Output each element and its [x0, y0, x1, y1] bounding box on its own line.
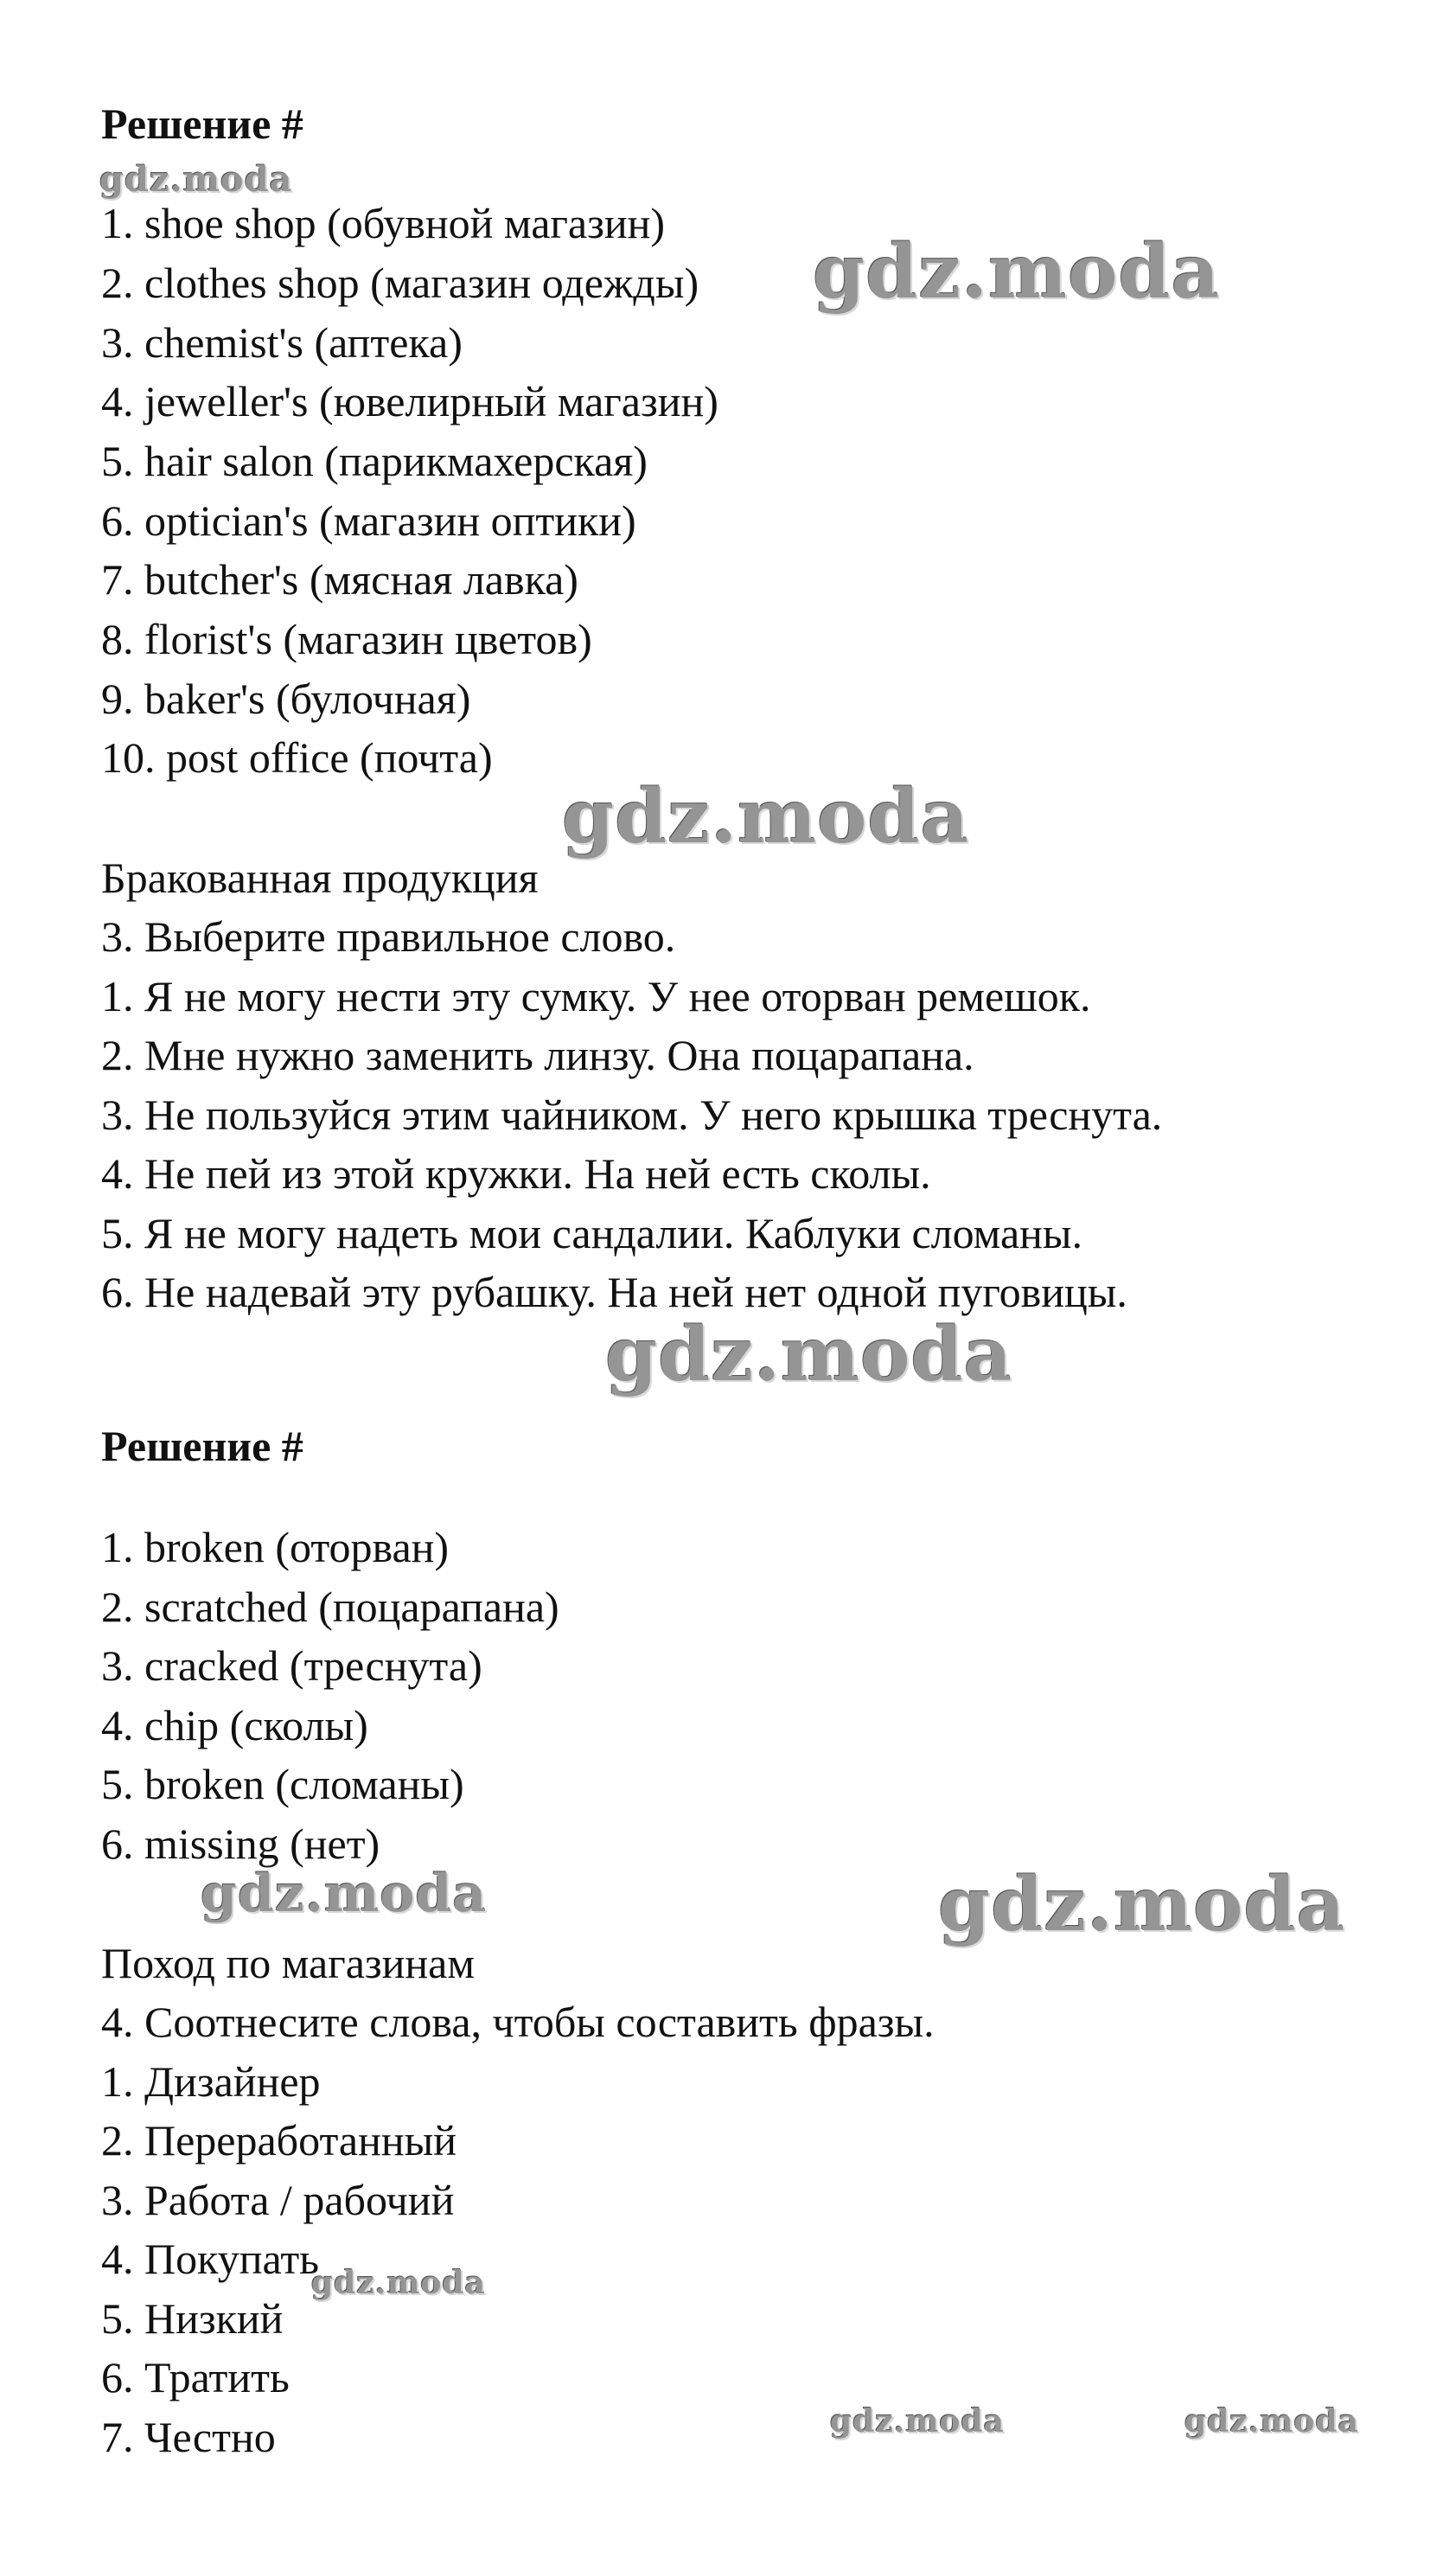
watermark: gdz.moda — [938, 1861, 1346, 1948]
list-item: 1. Я не могу нести эту сумку. У нее оторван ремешок. — [101, 972, 1091, 1020]
watermark: gdz.moda — [201, 1864, 488, 1924]
list-item: 3. Не пользуйся этим чайником. У него крышка треснута. — [101, 1090, 1163, 1139]
watermark: gdz.moda — [813, 228, 1221, 316]
section-title: Бракованная продукция — [101, 854, 539, 902]
watermark: gdz.moda — [562, 773, 970, 860]
list-item: 4. Не пей из этой кружки. На ней есть сколы. — [101, 1149, 931, 1198]
list-item: 6. Не надевай эту рубашку. На ней нет одной пуговицы. — [101, 1268, 1127, 1316]
list-item: 2. Мне нужно заменить линзу. Она поцарапана. — [101, 1031, 974, 1079]
watermark: gdz.moda — [99, 159, 293, 200]
list-item: 1. shoe shop (обувной магазин) — [101, 199, 666, 247]
list-item: 5. hair salon (парикмахерская) — [101, 437, 648, 485]
list-item: 5. Я не могу надеть мои сандалии. Каблуки сломаны. — [101, 1209, 1082, 1257]
list-item: 2. scratched (поцарапана) — [101, 1583, 559, 1631]
list-item: 3. cracked (треснута) — [101, 1641, 482, 1690]
list-item: 4. chip (сколы) — [101, 1701, 368, 1749]
watermark: gdz.moda — [1185, 2403, 1359, 2440]
list-item: 3. chemist's (аптека) — [101, 318, 463, 367]
list-item: 5. Низкий — [101, 2294, 284, 2343]
list-item: 7. butcher's (мясная лавка) — [101, 555, 578, 604]
list-item: 4. jeweller's (ювелирный магазин) — [101, 377, 718, 425]
task-text: 4. Соотнесите слова, чтобы составить фразы. — [101, 1998, 935, 2046]
watermark: gdz.moda — [830, 2403, 1005, 2440]
list-item: 6. Тратить — [101, 2353, 290, 2401]
list-item: 10. post office (почта) — [101, 733, 493, 782]
list-item: 5. broken (сломаны) — [101, 1760, 464, 1808]
list-item: 6. optician's (магазин оптики) — [101, 496, 636, 545]
list-item: 4. Покупать — [101, 2235, 320, 2283]
list-item: 3. Работа / рабочий — [101, 2176, 455, 2224]
list-item: 2. clothes shop (магазин одежды) — [101, 259, 699, 307]
list-item: 2. Переработанный — [101, 2116, 457, 2165]
list-item: 8. florist's (магазин цветов) — [101, 615, 592, 663]
solution-heading-2: Решение # — [101, 1422, 303, 1470]
task-text: 3. Выберите правильное слово. — [101, 912, 676, 961]
watermark: gdz.moda — [605, 1311, 1013, 1398]
solution-heading-1: Решение # — [101, 99, 303, 148]
list-item: 9. baker's (булочная) — [101, 675, 471, 723]
list-item: 7. Честно — [101, 2413, 276, 2461]
list-item: 1. broken (оторван) — [101, 1523, 450, 1571]
list-item: 1. Дизайнер — [101, 2057, 321, 2106]
list-item: 6. missing (нет) — [101, 1819, 380, 1868]
section-title: Поход по магазинам — [101, 1939, 476, 1987]
watermark: gdz.moda — [311, 2265, 486, 2301]
